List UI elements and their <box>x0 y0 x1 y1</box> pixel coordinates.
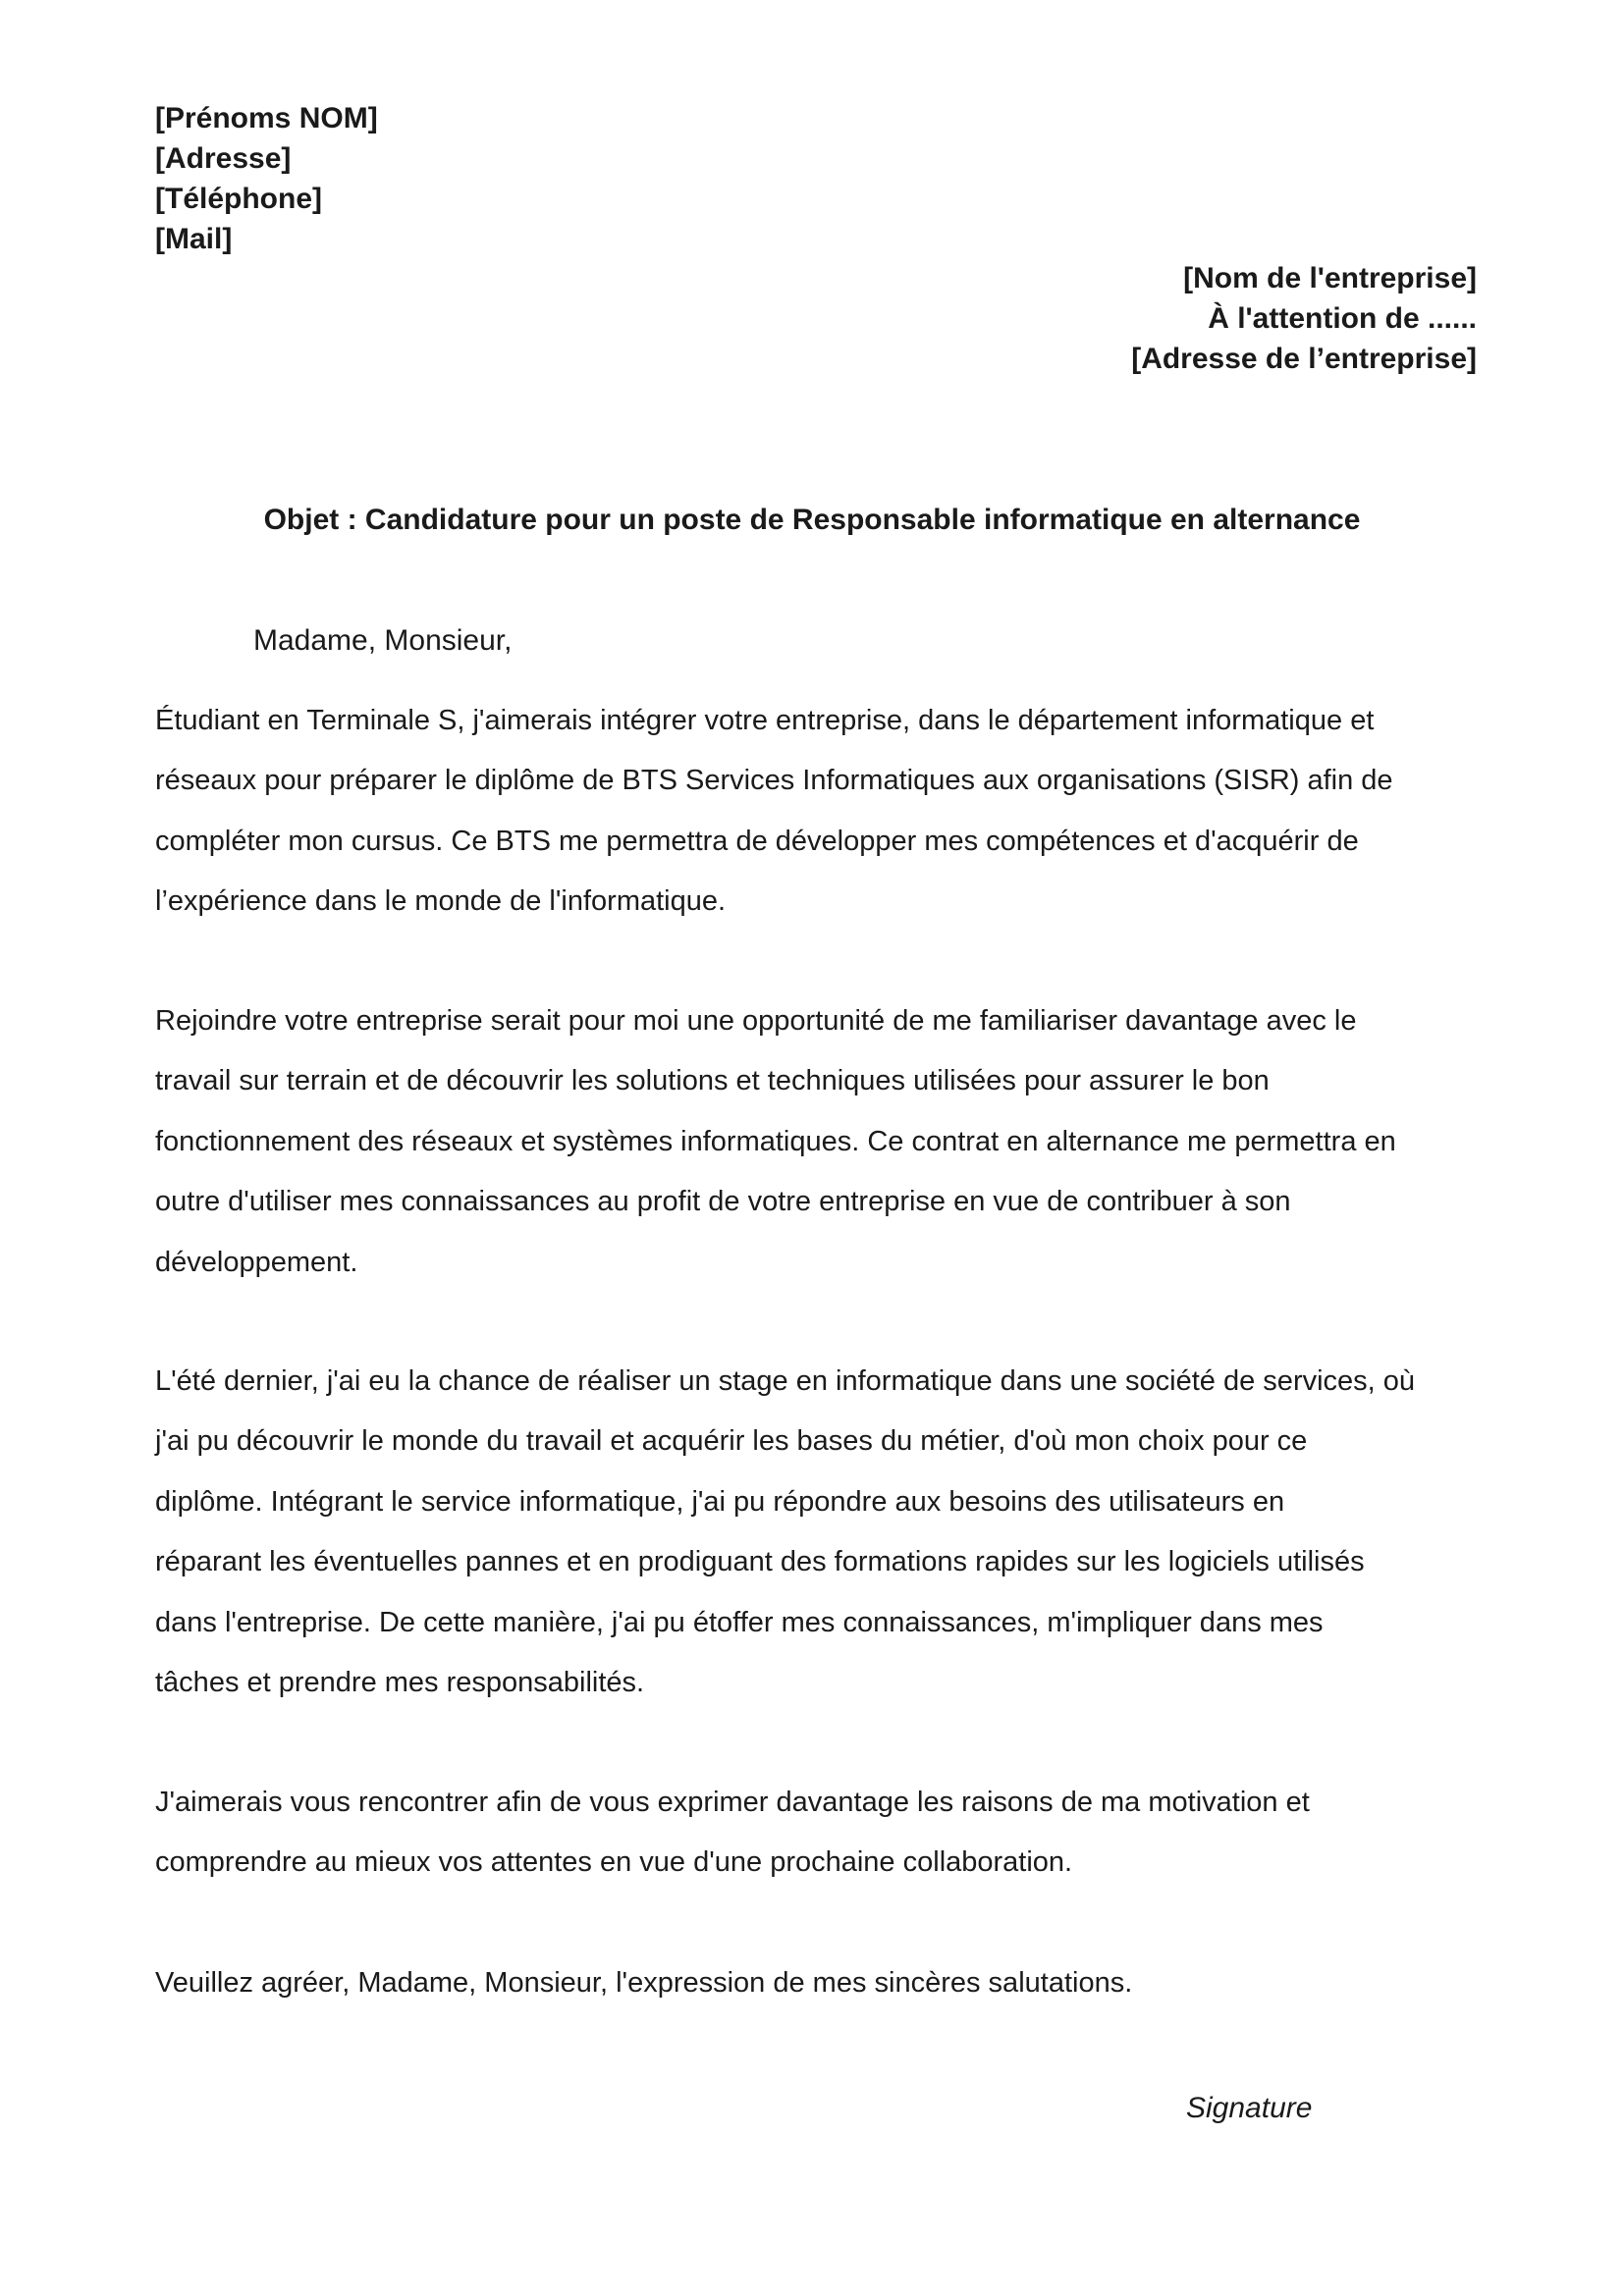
salutation: Madame, Monsieur, <box>253 624 513 657</box>
sender-address: [Adresse] <box>155 142 292 175</box>
paragraph-line: diplôme. Intégrant le service informatique, j'ai pu répondre aux besoins des utilisateurs en <box>155 1485 1285 1518</box>
paragraph-line: réseaux pour préparer le diplôme de BTS Services Informatiques aux organisations (SISR) afin de <box>155 765 1393 797</box>
paragraph-line: développement. <box>155 1246 358 1278</box>
paragraph-line: travail sur terrain et de découvrir les solutions et techniques utilisées pour assurer le bon <box>155 1065 1270 1097</box>
paragraph-line: Étudiant en Terminale S, j'aimerais intégrer votre entreprise, dans le département informatique et <box>155 705 1375 736</box>
recipient-attention: À l'attention de ...... <box>1208 302 1477 335</box>
paragraph-line: réparant les éventuelles pannes et en prodiguant des formations rapides sur les logiciels utilisés <box>155 1546 1365 1578</box>
paragraph-line: L'été dernier, j'ai eu la chance de réaliser un stage en informatique dans une société de services, où <box>155 1365 1416 1397</box>
sender-phone: [Téléphone] <box>155 183 322 215</box>
sender-name: [Prénoms NOM] <box>155 102 378 134</box>
recipient-company: [Nom de l'entreprise] <box>1183 262 1477 294</box>
paragraph-experience <box>155 1352 1415 1713</box>
paragraph-line: outre d'utiliser mes connaissances au profit de votre entreprise en vue de contribuer à son <box>155 1186 1291 1218</box>
paragraph-motivation <box>155 991 1396 1293</box>
paragraph-line: Veuillez agréer, Madame, Monsieur, l'expression de mes sincères salutations. <box>155 1967 1133 1999</box>
paragraph-line: j'ai pu découvrir le monde du travail et acquérir les bases du métier, d'où mon choix pour ce <box>155 1425 1308 1458</box>
paragraph-line: comprendre au mieux vos attentes en vue d'une prochaine collaboration. <box>155 1846 1073 1879</box>
paragraph-closing <box>155 1953 1132 2013</box>
sender-mail: [Mail] <box>155 223 233 255</box>
paragraph-line: Rejoindre votre entreprise serait pour moi une opportunité de me familiariser davantage avec le <box>155 1005 1357 1037</box>
signature: Signature <box>1186 2092 1313 2124</box>
paragraph-line: J'aimerais vous rencontrer afin de vous exprimer davantage les raisons de ma motivation et <box>155 1787 1310 1818</box>
recipient-address: [Adresse de l’entreprise] <box>1131 343 1477 375</box>
paragraph-line: l’expérience dans le monde de l'informatique. <box>155 885 727 918</box>
paragraph-line: compléter mon cursus. Ce BTS me permettra de développer mes compétences et d'acquérir de <box>155 825 1359 857</box>
recipient-block <box>1131 258 1477 379</box>
paragraph-meeting <box>155 1773 1310 1894</box>
paragraph-line: tâches et prendre mes responsabilités. <box>155 1667 645 1699</box>
paragraph-line: fonctionnement des réseaux et systèmes informatiques. Ce contrat en alternance me permettra en <box>155 1125 1396 1157</box>
sender-block <box>155 98 378 259</box>
subject-line: Objet : Candidature pour un poste de Responsable informatique en alternance <box>263 504 1361 536</box>
paragraph-line: dans l'entreprise. De cette manière, j'ai pu étoffer mes connaissances, m'impliquer dans mes <box>155 1606 1324 1638</box>
paragraph-intro <box>155 691 1393 933</box>
